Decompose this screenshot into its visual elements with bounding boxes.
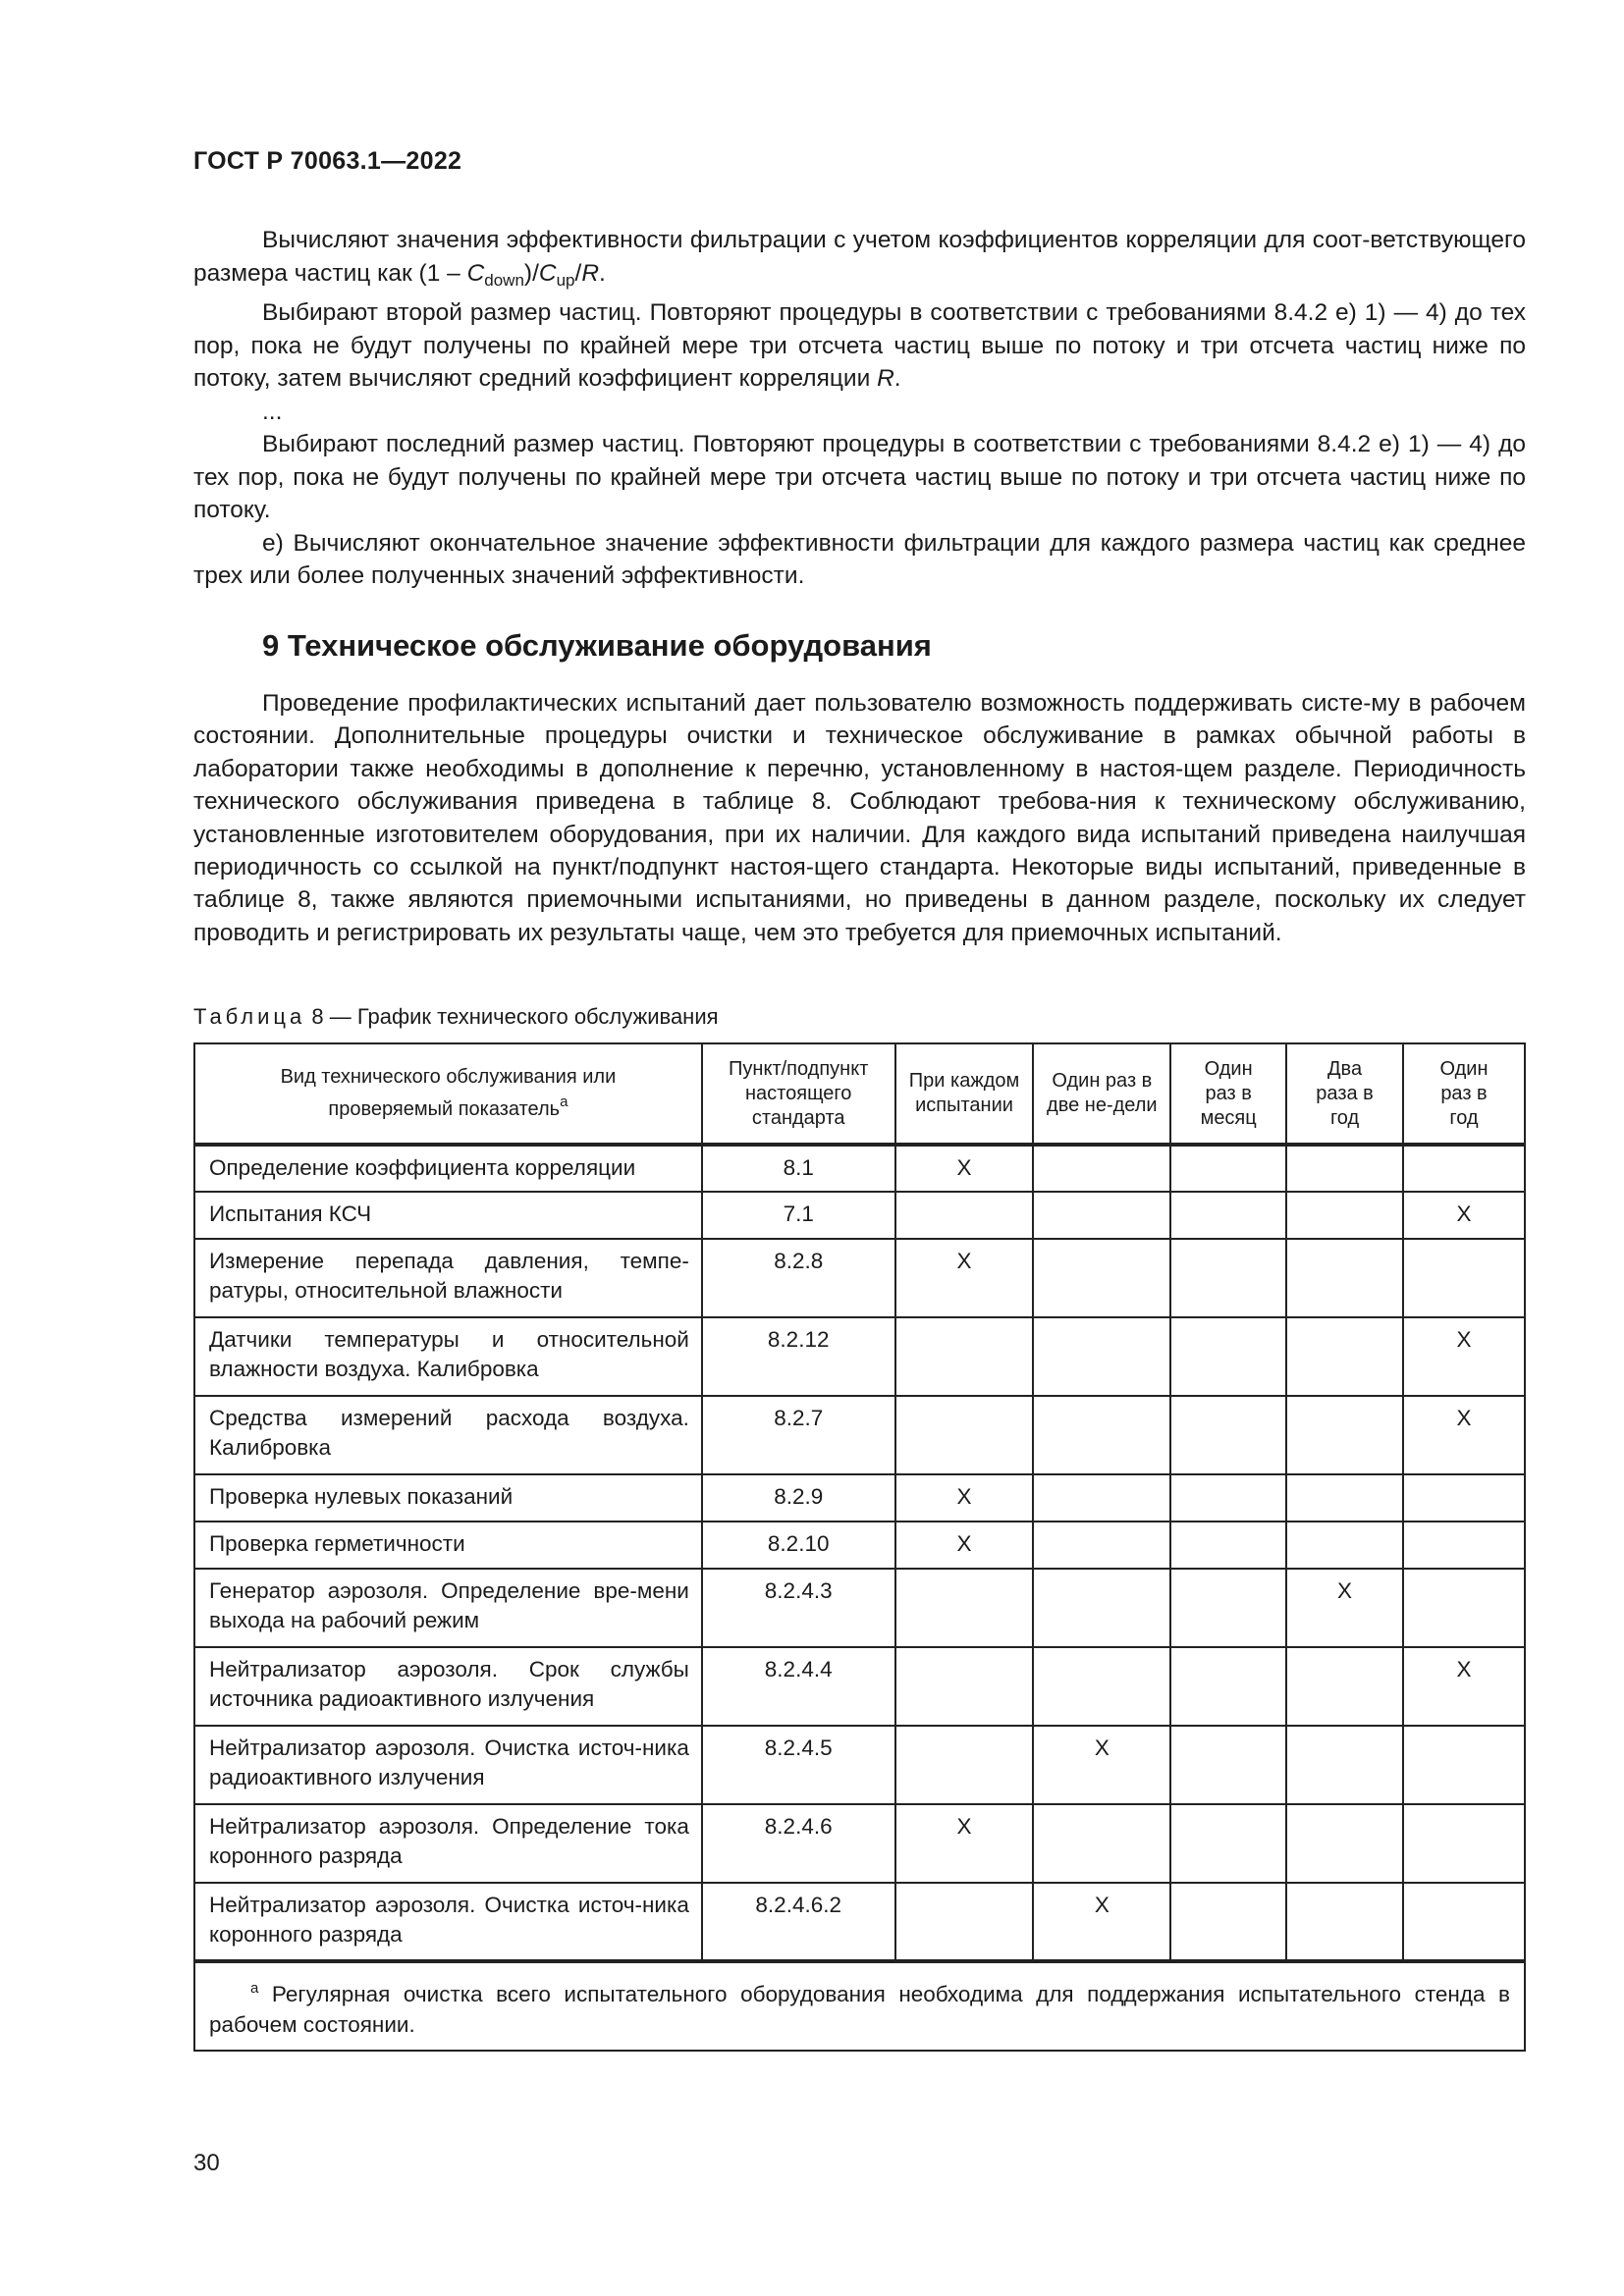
row-clause: 8.2.7 (702, 1396, 895, 1474)
row-frequency-empty (1033, 1647, 1170, 1726)
row-frequency-empty (1033, 1804, 1170, 1883)
row-frequency-empty (1033, 1474, 1170, 1522)
row-frequency-empty (1286, 1804, 1403, 1883)
row-frequency-empty (1033, 1569, 1170, 1647)
row-frequency-mark: X (1403, 1396, 1525, 1474)
row-frequency-empty (895, 1569, 1034, 1647)
row-frequency-mark: X (1286, 1569, 1403, 1647)
row-frequency-empty (1033, 1317, 1170, 1396)
row-clause: 8.2.4.6.2 (702, 1883, 895, 1961)
row-frequency-empty (1033, 1192, 1170, 1239)
row-frequency-empty (1170, 1239, 1286, 1317)
row-frequency-empty (1286, 1522, 1403, 1569)
row-frequency-empty (895, 1726, 1034, 1804)
row-frequency-empty (1170, 1883, 1286, 1961)
row-frequency-empty (895, 1883, 1034, 1961)
table-caption: Таблица 8 — График технического обслуживания (193, 1004, 719, 1029)
paragraph-last-size: Выбирают последний размер частиц. Повторяют процедуры в соответствии с требованиями 8.4.2 e) 1) — 4) до тех пор, пока не будут получены по крайней мере три отсчета частиц выше по потоку и три отсчета частиц ниже по потоку. (193, 431, 1526, 523)
row-frequency-mark: X (1033, 1883, 1170, 1961)
table-row (194, 1726, 1525, 1804)
row-frequency-empty (1170, 1317, 1286, 1396)
row-frequency-empty (1286, 1726, 1403, 1804)
table-row (194, 1569, 1525, 1647)
paragraph-efficiency: Вычисляют значения эффективности фильтрации с учетом коэффициентов корреляции для соот-ветствующего размера частиц как $(1 - C_{down})/C_{up}/R$. (193, 227, 1526, 290)
section-title: 9 Техническое обслуживание оборудования (262, 628, 932, 663)
row-clause: 8.2.4.6 (702, 1804, 895, 1883)
header-biweekly: Один раз в две не-дели (1033, 1043, 1170, 1145)
table-header-row (194, 1043, 1525, 1145)
header-yearly: Один раз в год (1403, 1043, 1525, 1145)
row-frequency-empty (1286, 1474, 1403, 1522)
table-row (194, 1804, 1525, 1883)
table-row (194, 1192, 1525, 1239)
row-frequency-empty (1403, 1726, 1525, 1804)
row-clause: 8.2.4.5 (702, 1726, 895, 1804)
header-each-test: При каждом испытании (895, 1043, 1034, 1145)
row-maintenance-type: Проверка нулевых показаний (194, 1474, 702, 1522)
row-frequency-empty (1170, 1804, 1286, 1883)
table-row (194, 1145, 1525, 1192)
paragraph-final-efficiency: e) Вычисляют окончательное значение эффективности фильтрации для каждого размера частиц как среднее трех или более полученных значений эффективности. (193, 529, 1526, 589)
row-frequency-mark: X (895, 1239, 1034, 1317)
row-frequency-mark: X (1403, 1317, 1525, 1396)
row-clause: 8.1 (702, 1145, 895, 1192)
row-frequency-empty (1286, 1239, 1403, 1317)
row-frequency-empty (1403, 1569, 1525, 1647)
row-frequency-empty (1403, 1804, 1525, 1883)
paragraph-maintenance: Проведение профилактических испытаний дает пользователю возможность поддерживать систе-му в рабочем состоянии. Дополнительные процедуры очистки и техническое обслуживание в рамках обычной работы в лаборатории также необходимы в дополнение к перечню, установленному в настоя-щем разделе. Периодичность технического обслуживания приведена в таблице 8. Соблюдают требова-ния к техническому обслуживанию, установленные изготовителем оборудования, при их наличии. Для каждого вида испытаний приведена наилучшая периодичность со ссылкой на пункт/подпункт настоя-щего стандарта. Некоторые виды испытаний, приведенные в таблице 8, также являются приемочными испытаниями, но приведены в данном разделе, поскольку их следует проводить и регистрировать их результаты чаще, чем это требуется для приемочных испытаний. (193, 690, 1526, 946)
row-frequency-empty (1403, 1145, 1525, 1192)
row-frequency-empty (1170, 1522, 1286, 1569)
row-clause: 8.2.4.4 (702, 1647, 895, 1726)
table-footnote-row (194, 1961, 1525, 2051)
row-maintenance-type: Испытания КСЧ (194, 1192, 702, 1239)
row-clause: 8.2.12 (702, 1317, 895, 1396)
row-frequency-empty (1033, 1145, 1170, 1192)
row-frequency-empty (1033, 1239, 1170, 1317)
row-frequency-empty (895, 1396, 1034, 1474)
table-row (194, 1522, 1525, 1569)
row-frequency-empty (895, 1192, 1034, 1239)
row-frequency-mark: X (895, 1804, 1034, 1883)
row-frequency-empty (1033, 1522, 1170, 1569)
header-clause: Пункт/подпункт настоящего стандарта (702, 1043, 895, 1145)
row-frequency-empty (1286, 1317, 1403, 1396)
row-frequency-mark: X (895, 1474, 1034, 1522)
row-frequency-mark: X (1403, 1647, 1525, 1726)
table-row (194, 1317, 1525, 1396)
table-footnote: $^a$ Регулярная очистка всего испытательного оборудования необходима для поддержания испытательного стенда в рабочем состоянии. (194, 1961, 1525, 2051)
row-frequency-empty (1286, 1396, 1403, 1474)
row-clause: 7.1 (702, 1192, 895, 1239)
row-maintenance-type: Определение коэффициента корреляции (194, 1145, 702, 1192)
header-monthly: Один раз в месяц (1170, 1043, 1286, 1145)
header-maintenance-type: Вид технического обслуживания или проверяемый показатель$^a$ (194, 1043, 702, 1145)
row-maintenance-type: Измерение перепада давления, темпе-ратуры, относительной влажности (194, 1239, 702, 1317)
row-clause: 8.2.8 (702, 1239, 895, 1317)
table-row (194, 1883, 1525, 1961)
row-clause: 8.2.9 (702, 1474, 895, 1522)
row-maintenance-type: Нейтрализатор аэрозоля. Определение тока коронного разряда (194, 1804, 702, 1883)
table-row (194, 1647, 1525, 1726)
row-frequency-empty (1286, 1145, 1403, 1192)
row-maintenance-type: Нейтрализатор аэрозоля. Очистка источ-ника коронного разряда (194, 1883, 702, 1961)
row-frequency-empty (1170, 1474, 1286, 1522)
header-twice-year: Два раза в год (1286, 1043, 1403, 1145)
row-frequency-mark: X (895, 1522, 1034, 1569)
row-clause: 8.2.10 (702, 1522, 895, 1569)
row-frequency-empty (1286, 1883, 1403, 1961)
table-body (194, 1145, 1525, 1961)
row-maintenance-type: Нейтрализатор аэрозоля. Очистка источ-ника радиоактивного излучения (194, 1726, 702, 1804)
row-maintenance-type: Нейтрализатор аэрозоля. Срок службы источника радиоактивного излучения (194, 1647, 702, 1726)
row-frequency-empty (1170, 1647, 1286, 1726)
row-frequency-empty (895, 1317, 1034, 1396)
row-frequency-empty (1170, 1396, 1286, 1474)
row-frequency-empty (1403, 1239, 1525, 1317)
row-frequency-mark: X (895, 1145, 1034, 1192)
row-frequency-empty (1170, 1192, 1286, 1239)
row-frequency-empty (895, 1647, 1034, 1726)
row-frequency-empty (1403, 1883, 1525, 1961)
row-frequency-mark: X (1403, 1192, 1525, 1239)
paragraph-ellipsis: ... (262, 398, 283, 425)
row-frequency-empty (1403, 1522, 1525, 1569)
page-number: 30 (193, 2150, 220, 2176)
row-frequency-empty (1286, 1647, 1403, 1726)
row-frequency-empty (1403, 1474, 1525, 1522)
row-frequency-empty (1033, 1396, 1170, 1474)
row-maintenance-type: Средства измерений расхода воздуха. Калибровка (194, 1396, 702, 1474)
section-body (193, 687, 1526, 949)
maintenance-schedule-table (193, 1042, 1526, 2052)
table-row (194, 1474, 1525, 1522)
table-row (194, 1396, 1525, 1474)
row-frequency-empty (1170, 1726, 1286, 1804)
intro-text (193, 224, 1526, 593)
row-frequency-empty (1170, 1145, 1286, 1192)
row-maintenance-type: Датчики температуры и относительной влажности воздуха. Калибровка (194, 1317, 702, 1396)
row-frequency-mark: X (1033, 1726, 1170, 1804)
row-frequency-empty (1286, 1192, 1403, 1239)
table-row (194, 1239, 1525, 1317)
row-maintenance-type: Проверка герметичности (194, 1522, 702, 1569)
row-frequency-empty (1170, 1569, 1286, 1647)
row-clause: 8.2.4.3 (702, 1569, 895, 1647)
paragraph-second-size: Выбирают второй размер частиц. Повторяют процедуры в соответствии с требованиями 8.4.2 e) 1) — 4) до тех пор, пока не будут получены по крайней мере три отсчета частиц выше по потоку и три отсчета частиц ниже по потоку, затем вычисляют средний коэффициент корреляции R. (193, 299, 1526, 392)
document-header: ГОСТ Р 70063.1—2022 (193, 147, 462, 175)
row-maintenance-type: Генератор аэрозоля. Определение вре-мени выхода на рабочий режим (194, 1569, 702, 1647)
